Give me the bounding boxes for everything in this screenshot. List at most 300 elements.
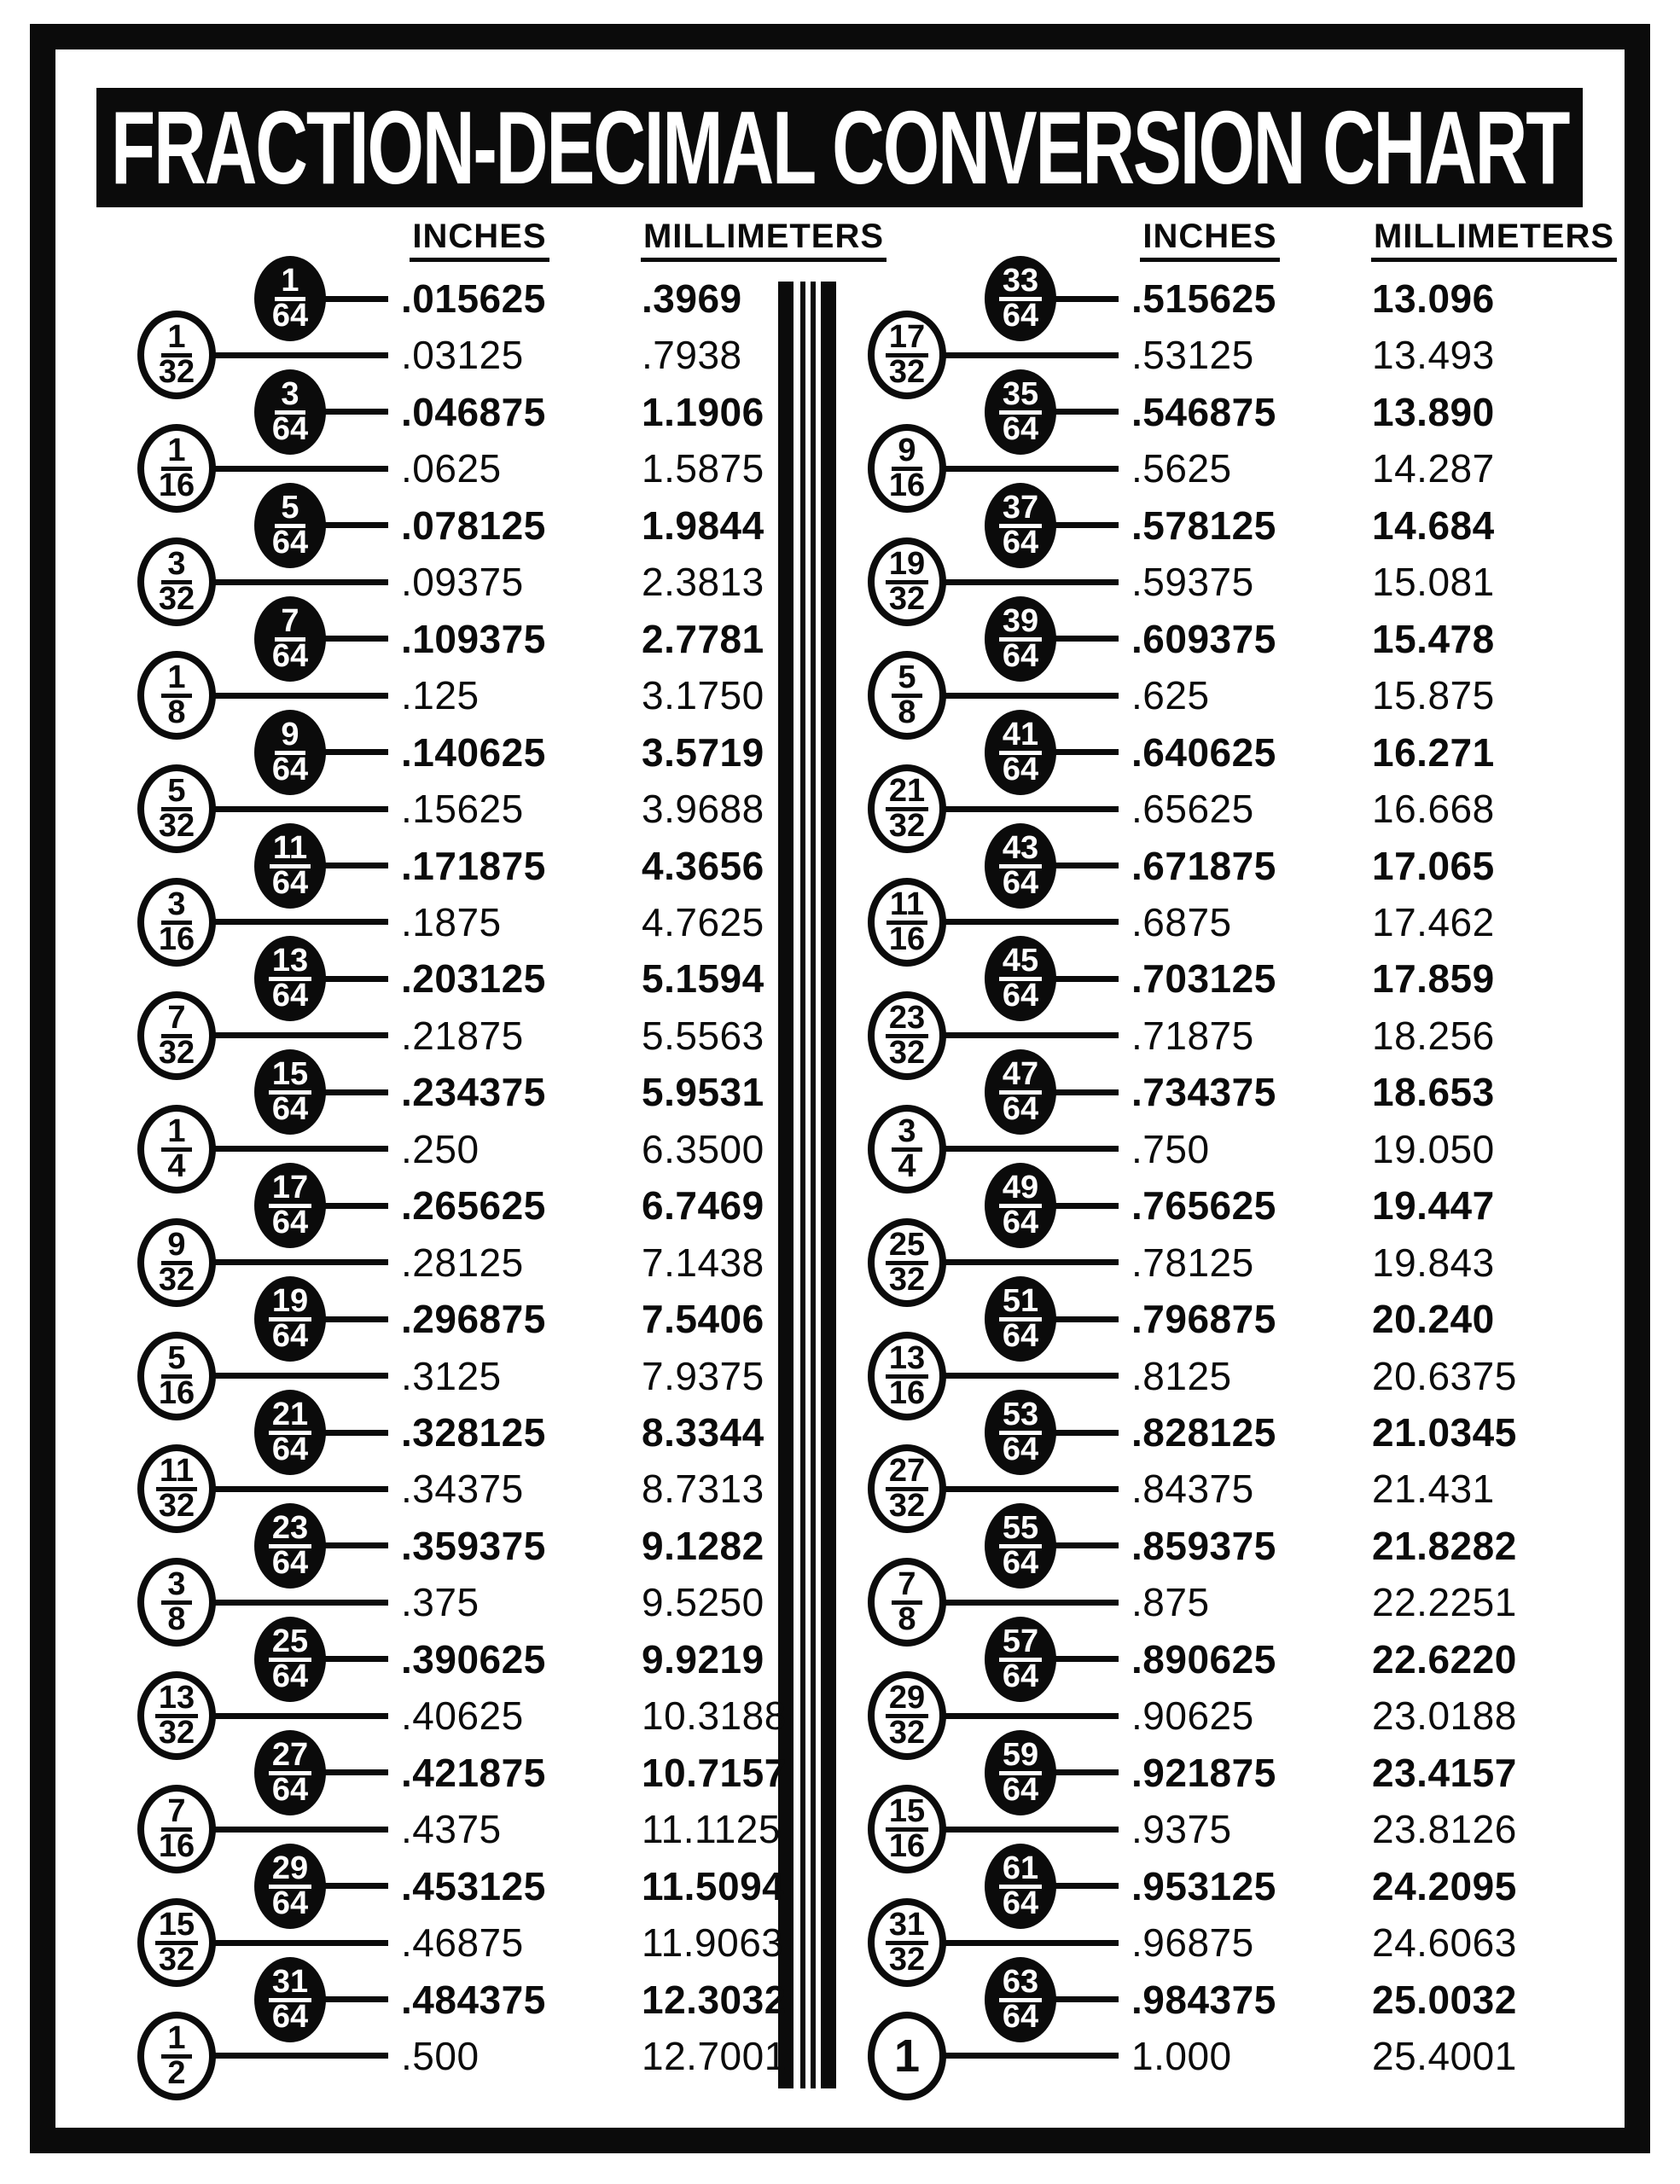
fraction-numerator: 39 [999,607,1042,642]
mm-value: 24.2095 [1372,1863,1517,1908]
inches-header-right: INCHES [1097,218,1322,262]
title-bar [96,88,1583,207]
fraction-label [886,1680,928,1751]
fraction-denominator: 64 [271,1205,309,1241]
leader-line [1049,636,1119,642]
inches-value: .625 [1131,673,1210,718]
inches-value: .859375 [1131,1523,1276,1568]
leader-line [209,579,388,585]
leader-line [1049,409,1119,415]
fraction-numerator: 17 [269,1174,311,1208]
fraction-badge-outline [868,1558,946,1647]
fraction-numerator: 15 [155,1911,198,1945]
inches-value: .078125 [401,502,546,548]
mm-value: 12.3032 [642,1977,787,2022]
fraction-label [269,1850,311,1921]
mm-value: 19.050 [1372,1126,1495,1171]
mm-value: 15.875 [1372,673,1495,718]
inches-value: .28125 [401,1240,524,1285]
fraction-numerator: 27 [269,1741,311,1775]
fraction-numerator: 7 [161,1004,192,1038]
inches-value: .453125 [401,1863,546,1908]
fraction-numerator: 33 [999,267,1042,301]
fraction-badge-filled [985,823,1056,909]
inches-value: .234375 [401,1070,546,1115]
fraction-badge-outline [868,2012,946,2100]
leader-line [209,352,388,358]
mm-value: 15.081 [1372,560,1495,605]
fraction-numerator: 31 [886,1911,928,1945]
fraction-denominator: 4 [167,1147,186,1184]
mm-value: 16.668 [1372,787,1495,832]
leader-line [209,693,388,699]
inches-value: .578125 [1131,502,1276,548]
leader-line [319,636,388,642]
fraction-badge-filled [985,596,1056,682]
fraction-numerator: 59 [999,1741,1042,1775]
fraction-badge-filled [985,1844,1056,1929]
mm-value: 8.7313 [642,1467,764,1512]
mm-value: 11.1125 [642,1807,781,1852]
fraction-label [999,1736,1042,1808]
leader-line [939,919,1119,925]
fraction-numerator: 29 [269,1855,311,1889]
mm-value: 22.2251 [1372,1580,1517,1625]
inches-value: .90625 [1131,1693,1254,1739]
mm-value: 25.0032 [1372,1977,1517,2022]
mm-value: 15.478 [1372,616,1495,661]
fraction-numerator: 11 [270,834,311,868]
fraction-badge-outline [137,1105,216,1194]
fraction-label [158,433,195,504]
mm-value: 3.1750 [642,673,764,718]
fraction-badge-outline [868,311,946,399]
leader-line [209,1827,388,1833]
fraction-denominator: 64 [271,978,309,1014]
mm-value: 20.6375 [1372,1353,1517,1398]
fraction-label [999,602,1042,674]
inches-value: .109375 [401,616,546,661]
fraction-badge-filled [985,1276,1056,1362]
leader-line [319,1769,388,1775]
fraction-badge-filled [985,1617,1056,1702]
mm-value: 24.6063 [1372,1920,1517,1966]
inches-value: .15625 [401,787,524,832]
leader-line [319,1542,388,1548]
fraction-label [999,1850,1042,1921]
fraction-badge-filled [254,1617,326,1702]
mm-value: 5.1594 [642,956,764,1002]
fraction-numerator: 3 [892,1118,922,1152]
leader-line [319,409,388,415]
fraction-numerator: 63 [999,1968,1042,2002]
fraction-badge-outline [137,1671,216,1760]
leader-line [939,1373,1119,1379]
fraction-denominator: 64 [271,1318,309,1355]
fraction-badge-outline [868,991,946,1080]
fraction-numerator: 21 [269,1401,311,1435]
mm-value: 22.6220 [1372,1636,1517,1682]
fraction-denominator: 64 [271,298,309,334]
fraction-label [999,1509,1042,1581]
fraction-denominator: 32 [888,808,926,845]
inches-value: .046875 [401,389,546,434]
fraction-numerator: 5 [161,1345,192,1379]
mm-value: 20.240 [1372,1297,1495,1342]
fraction-denominator: 32 [888,1034,926,1071]
leader-line [209,1373,388,1379]
fraction-badge-filled [985,483,1056,568]
fraction-label [892,659,922,731]
inches-value: .734375 [1131,1070,1276,1115]
mm-value: 9.5250 [642,1580,764,1625]
fraction-label [271,602,309,674]
inches-value: .96875 [1131,1920,1254,1966]
whole-number: 1 [893,2030,921,2082]
inches-value: .5625 [1131,446,1232,491]
fraction-label [999,489,1042,561]
leader-line [209,1486,388,1492]
inches-value: .1875 [401,899,502,944]
mm-value: 13.493 [1372,333,1495,378]
mm-value: 21.8282 [1372,1523,1517,1568]
fraction-denominator: 16 [158,468,195,504]
fraction-numerator: 11 [156,1457,197,1491]
fraction-numerator: 21 [886,777,928,811]
fraction-denominator: 8 [167,694,186,731]
leader-line [1049,863,1119,868]
fraction-denominator: 16 [888,1828,926,1865]
fraction-denominator: 64 [271,1091,309,1128]
leader-line [939,1940,1119,1946]
mm-value: 2.7781 [642,616,764,661]
fraction-denominator: 32 [158,1034,195,1071]
inches-value: .03125 [401,333,524,378]
fraction-badge-outline [137,1558,216,1647]
fraction-numerator: 1 [161,323,192,357]
inches-value: .125 [401,673,480,718]
fraction-label [999,1170,1042,1241]
fraction-label [888,433,926,504]
fraction-numerator: 15 [269,1060,311,1095]
fraction-denominator: 64 [271,751,309,787]
fraction-numerator: 15 [886,1798,928,1832]
fraction-denominator: 64 [271,864,309,901]
inches-value: .515625 [1131,276,1276,321]
fraction-label [269,1397,311,1467]
fraction-numerator: 1 [161,437,192,471]
fraction-denominator: 64 [1002,410,1039,447]
leader-line [209,919,388,925]
fraction-badge-outline [868,651,946,740]
fraction-badge-outline [868,1218,946,1307]
fraction-badge-filled [985,1390,1056,1475]
inches-value: .250 [401,1126,480,1171]
fraction-denominator: 64 [1002,298,1039,334]
fraction-denominator: 32 [158,581,195,618]
leader-line [319,522,388,528]
leader-line [319,1089,388,1095]
fraction-numerator: 17 [886,323,928,357]
fraction-badge-filled [254,1390,326,1475]
mm-value: 21.0345 [1372,1410,1517,1455]
center-divider-bar [811,282,816,2088]
leader-line [319,1430,388,1436]
mm-value: 12.7001 [642,2033,787,2078]
leader-line [1049,522,1119,528]
fraction-numerator: 51 [999,1287,1042,1321]
mm-value: 16.271 [1372,729,1495,775]
fraction-numerator: 23 [886,1004,928,1038]
fraction-badge-outline [137,991,216,1080]
fraction-badge-filled [254,1503,326,1589]
leader-line [209,1032,388,1038]
mm-value: 11.5094 [642,1863,785,1908]
mm-value: 17.859 [1372,956,1495,1002]
fraction-label [161,2019,192,2091]
inches-value: .765625 [1131,1183,1276,1228]
mm-value: 2.3813 [642,560,764,605]
fraction-badge-filled [254,256,326,341]
fraction-badge-filled [985,710,1056,795]
mm-value: 8.3344 [642,1410,764,1455]
inches-value: .875 [1131,1580,1210,1625]
fraction-badge-outline [137,651,216,740]
fraction-denominator: 32 [888,1942,926,1978]
fraction-badge-outline [868,1105,946,1194]
fraction-badge-outline [137,1218,216,1307]
fraction-label [271,375,309,447]
leader-line [209,1713,388,1719]
fraction-denominator: 32 [888,1488,926,1525]
leader-line [939,466,1119,472]
fraction-label [892,1566,922,1638]
fraction-label [155,1680,198,1751]
fraction-label [999,263,1042,334]
leader-line [209,1940,388,1946]
fraction-label [161,1112,192,1184]
fraction-numerator: 19 [269,1287,311,1321]
mm-value: .7938 [642,333,742,378]
mm-value: 23.0188 [1372,1693,1517,1739]
fraction-denominator: 16 [888,468,926,504]
fraction-badge-filled [254,936,326,1021]
fraction-denominator: 64 [1002,1432,1039,1467]
fraction-label [886,1453,928,1525]
fraction-label [999,1963,1042,2035]
leader-line [209,806,388,812]
inches-value: .500 [401,2033,480,2078]
fraction-badge-filled [985,256,1056,341]
mm-value: 11.9063 [642,1920,784,1966]
inches-value: .53125 [1131,333,1254,378]
fraction-label [887,886,927,957]
mm-value: 18.256 [1372,1013,1495,1058]
fraction-label [269,1283,311,1355]
inches-value: .265625 [401,1183,546,1228]
fraction-numerator: 9 [275,721,305,755]
fraction-denominator: 32 [158,1715,195,1751]
leader-line [209,466,388,472]
mm-value: 10.7157 [642,1750,787,1795]
mm-value: 4.3656 [642,843,764,888]
fraction-numerator: 5 [161,777,192,811]
mm-value: 18.653 [1372,1070,1495,1115]
leader-line [1049,976,1119,982]
inches-value: .09375 [401,560,524,605]
fraction-badge-outline [137,2012,216,2100]
inches-value: .46875 [401,1920,524,1966]
fraction-label [269,1056,311,1128]
fraction-numerator: 5 [275,494,305,528]
fraction-denominator: 64 [1002,1205,1039,1241]
fraction-numerator: 3 [161,891,192,925]
mm-value: 6.7469 [642,1183,764,1228]
fraction-numerator: 45 [999,947,1042,981]
fraction-numerator: 13 [886,1345,928,1379]
fraction-badge-filled [254,1730,326,1815]
inches-value: .796875 [1131,1297,1276,1342]
fraction-label [999,375,1042,447]
fraction-label [269,943,311,1014]
fraction-numerator: 35 [999,380,1042,415]
fraction-denominator: 64 [271,637,309,674]
fraction-badge-filled [985,1049,1056,1135]
mm-value: 1.9844 [642,502,764,548]
mm-value: 5.9531 [642,1070,764,1115]
fraction-numerator: 5 [892,664,922,698]
fraction-badge-outline [137,424,216,513]
fraction-numerator: 3 [161,550,192,584]
leader-line [939,1146,1119,1152]
inches-value: .640625 [1131,729,1276,775]
leader-line [319,863,388,868]
inches-value: .4375 [401,1807,502,1852]
fraction-badge-filled [985,1163,1056,1248]
inches-header-left: INCHES [367,218,592,262]
leader-line [939,1259,1119,1265]
fraction-denominator: 64 [1002,1998,1039,2035]
fraction-label [999,1283,1042,1355]
fraction-denominator: 64 [1002,1318,1039,1355]
fraction-badge-filled [254,1163,326,1248]
mm-value: 23.8126 [1372,1807,1517,1852]
page-title: FRACTION-DECIMAL CONVERSION CHART [110,90,1569,206]
fraction-numerator: 49 [999,1174,1042,1208]
fraction-denominator: 8 [167,1601,186,1638]
fraction-numerator: 27 [886,1457,928,1491]
fraction-label [999,1056,1042,1128]
fraction-label [886,1339,928,1411]
mm-value: 4.7625 [642,899,764,944]
fraction-denominator: 32 [158,354,195,391]
fraction-denominator: 32 [888,354,926,391]
inches-value: .9375 [1131,1807,1232,1852]
leader-line [1049,1203,1119,1209]
inches-value: .203125 [401,956,546,1002]
inches-value: .390625 [401,1636,546,1682]
leader-line [1049,1996,1119,2002]
fraction-numerator: 41 [999,721,1042,755]
leader-line [939,1600,1119,1606]
leader-line [319,1996,388,2002]
fraction-numerator: 19 [886,550,928,584]
inches-value: .953125 [1131,1863,1276,1908]
fraction-numerator: 9 [892,437,922,471]
fraction-denominator: 2 [167,2054,186,2091]
inches-value: .65625 [1131,787,1254,832]
fraction-denominator: 16 [158,921,195,957]
fraction-numerator: 53 [999,1401,1042,1435]
fraction-denominator: 32 [888,581,926,618]
fraction-denominator: 8 [898,694,916,731]
fraction-label [156,1453,197,1525]
leader-line [319,749,388,755]
fraction-denominator: 32 [158,808,195,845]
fraction-badge-outline [868,537,946,626]
fraction-denominator: 16 [888,921,926,957]
fraction-label [161,1566,192,1638]
fraction-label [271,489,309,561]
leader-line [1049,1316,1119,1322]
fraction-badge-filled [254,1276,326,1362]
fraction-numerator: 37 [999,494,1042,528]
mm-value: 19.843 [1372,1240,1495,1285]
mm-value: 6.3500 [642,1126,764,1171]
mm-value: 3.5719 [642,729,764,775]
leader-line [319,1316,388,1322]
fraction-label [999,1397,1042,1467]
fraction-label [158,886,195,957]
fraction-numerator: 3 [275,380,305,415]
fraction-label [158,999,195,1071]
leader-line [939,1032,1119,1038]
fraction-label [269,1170,311,1241]
fraction-badge-filled [254,710,326,795]
fraction-denominator: 64 [1002,864,1039,901]
fraction-badge-filled [254,1844,326,1929]
fraction-numerator: 1 [161,1118,192,1152]
fraction-label [999,716,1042,787]
inches-value: .828125 [1131,1410,1276,1455]
leader-line [939,579,1119,585]
fraction-badge-outline [868,764,946,853]
leader-line [319,1883,388,1889]
fraction-denominator: 8 [898,1601,916,1638]
mm-value: 17.462 [1372,899,1495,944]
fraction-label [999,943,1042,1014]
fraction-numerator: 3 [161,1571,192,1605]
fraction-denominator: 16 [158,1828,195,1865]
fraction-numerator: 1 [161,2024,192,2059]
fraction-numerator: 11 [887,891,927,925]
inches-value: .34375 [401,1467,524,1512]
fraction-numerator: 55 [999,1514,1042,1548]
inches-value: .750 [1131,1126,1210,1171]
fraction-badge-filled [254,596,326,682]
fraction-denominator: 4 [898,1147,916,1184]
inches-value: .59375 [1131,560,1254,605]
fraction-badge-filled [985,1957,1056,2042]
fraction-numerator: 61 [999,1855,1042,1889]
mm-value: 7.5406 [642,1297,764,1342]
mm-value: .3969 [642,276,742,321]
fraction-badge-outline [137,311,216,399]
fraction-denominator: 16 [158,1374,195,1411]
fraction-badge-filled [985,369,1056,455]
fraction-numerator: 23 [269,1514,311,1548]
mm-value: 10.3188 [642,1693,787,1739]
